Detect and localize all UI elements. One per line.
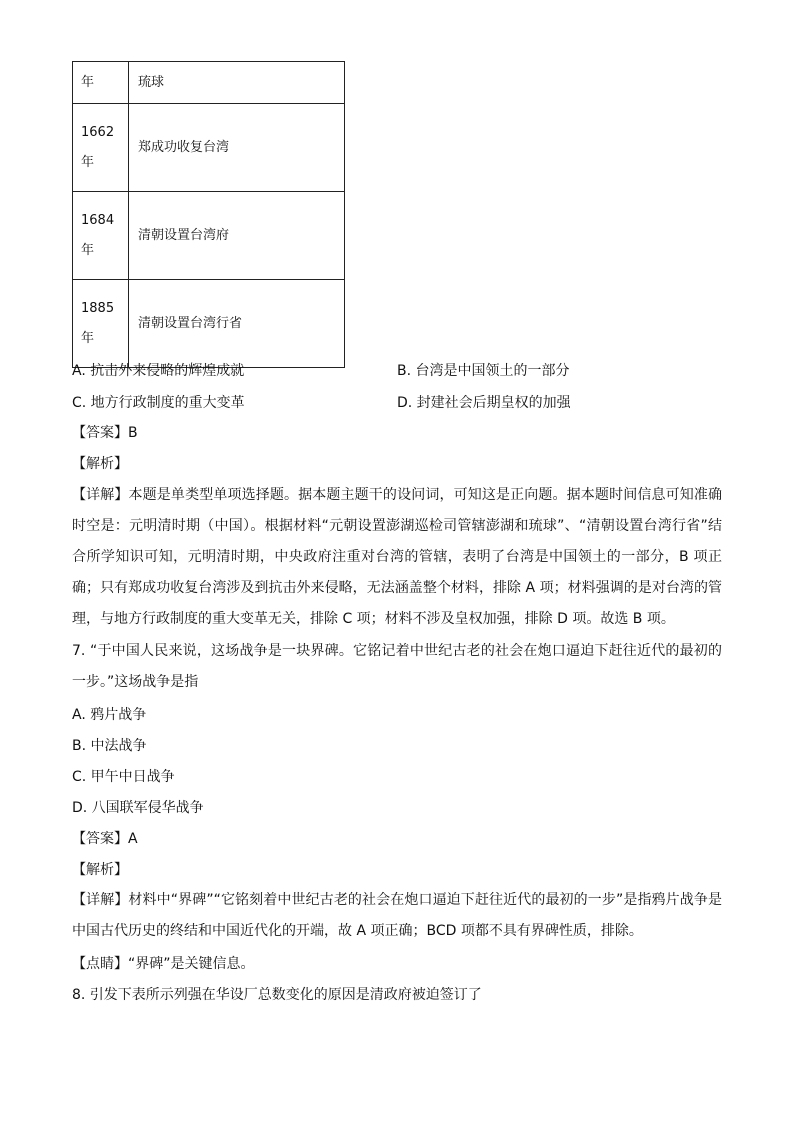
table-cell-year bbox=[73, 192, 129, 280]
q8-stem: 8. 引发下表所示列强在华设厂总数变化的原因是清政府被迫签订了 bbox=[72, 987, 482, 1003]
q7-option-a: A. 鸦片战争 bbox=[72, 707, 147, 723]
q6-option-b: B. 台湾是中国领土的一部分 bbox=[397, 363, 570, 379]
table-row bbox=[73, 62, 345, 104]
q7-stem: 7. “于中国人民来说，这场战争是一块界碑。它铭记着中世纪古老的社会在炮口逼迫下赶往近代的最初的一步。”这场战争是指 bbox=[72, 643, 722, 690]
q6-analysis-label: 【解析】 bbox=[72, 456, 128, 472]
q7-answer: 【答案】A bbox=[72, 831, 138, 847]
year-unit: 年 bbox=[81, 242, 95, 258]
year-number: 1662 bbox=[81, 124, 115, 140]
q7-analysis-label: 【解析】 bbox=[72, 862, 128, 878]
q6-option-c: C. 地方行政制度的重大变革 bbox=[72, 395, 245, 411]
q7-detail: 【详解】材料中“界碑”“它铭刻着中世纪古老的社会在炮口逼迫下赶往近代的最初的一步”是指鸦片战争是中国古代历史的终结和中国近代化的开端，故 A 项正确；BCD 项都不具有界碑性质，排除。 bbox=[72, 892, 722, 939]
table-row bbox=[73, 104, 345, 192]
year-number: 1684 bbox=[81, 212, 115, 228]
q7-option-b: B. 中法战争 bbox=[72, 738, 147, 754]
q6-option-d: D. 封建社会后期皇权的加强 bbox=[397, 395, 571, 411]
year-unit: 年 bbox=[81, 330, 95, 346]
year-unit: 年 bbox=[81, 154, 95, 170]
q6-answer: 【答案】B bbox=[72, 425, 138, 441]
q7-option-d: D. 八国联军侵华战争 bbox=[72, 800, 204, 816]
table-row bbox=[73, 280, 345, 368]
table-cell-year bbox=[73, 104, 129, 192]
q6-detail: 【详解】本题是单类型单项选择题。据本题主题干的设问词，可知这是正向题。据本题时间信息可知准确时空是：元明清时期（中国）。根据材料“元朝设置澎湖巡检司管辖澎湖和琉球”、“清朝设置台湾行省”结合所学知识可知，元明清时期，中央政府注重对台湾的管辖，表明了台湾是中国领土的一部分，B 项正确；只有郑成功收复台湾涉及到抗击外来侵略，无法涵盖整个材料，排除 A 项；材料强调的是对台湾的管理，与地方行政制度的重大变革无关，排除 C 项；材料不涉及皇权加强，排除 D 项。故选 B 项。 bbox=[72, 487, 722, 627]
table-cell-year: 年 bbox=[73, 62, 129, 104]
table-row bbox=[73, 192, 345, 280]
q7-option-c: C. 甲午中日战争 bbox=[72, 769, 175, 785]
table-cell-year bbox=[73, 280, 129, 368]
year-number: 1885 bbox=[81, 300, 115, 316]
table-cell-event: 郑成功收复台湾 bbox=[129, 104, 345, 192]
q7-comment: 【点睛】“界碑”是关键信息。 bbox=[72, 956, 255, 972]
table-cell-event: 清朝设置台湾府 bbox=[129, 192, 345, 280]
q6-option-a: A. 抗击外来侵略的辉煌成就 bbox=[72, 363, 245, 379]
taiwan-timeline-table bbox=[72, 61, 345, 368]
table-cell-event: 琉球 bbox=[129, 62, 345, 104]
table-cell-event: 清朝设置台湾行省 bbox=[129, 280, 345, 368]
